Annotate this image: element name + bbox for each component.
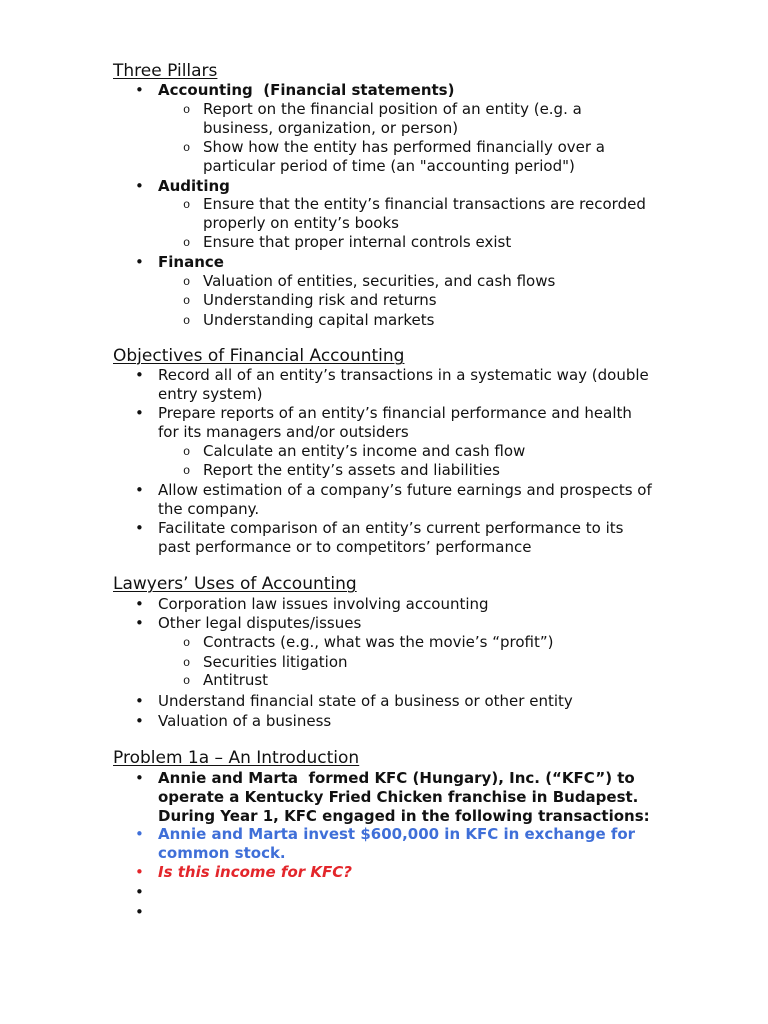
sub-bullet-item: o Antitrust (183, 671, 268, 690)
bullet-item: • Corporation law issues involving accounting (135, 595, 489, 614)
sub-bullet-item: o Ensure that the entity’s financial transactions are recorded properly on entity’s books (183, 195, 646, 233)
bullet-item-transaction: • Annie and Marta invest $600,000 in KFC in exchange for common stock. (135, 825, 635, 863)
heading-lawyers-uses: Lawyers’ Uses of Accounting (113, 574, 357, 594)
sub-bullet-item: o Ensure that proper internal controls exist (183, 233, 511, 252)
bullet-item: • Facilitate comparison of an entity’s current performance to its past performance or to competitors’ performance (135, 519, 623, 557)
bullet-item-finance: • Finance (135, 253, 224, 272)
sub-bullet-item: o Valuation of entities, securities, and cash flows (183, 272, 555, 291)
bullet-item-problem-intro: • Annie and Marta formed KFC (Hungary), Inc. (“KFC”) to operate a Kentucky Fried Chicken franchise in Budapest. During Year 1, KFC engaged in the following transactions: (135, 769, 650, 826)
bullet-item: • Record all of an entity’s transactions in a systematic way (double entry system) (135, 366, 649, 404)
sub-bullet-item: o Report on the financial position of an entity (e.g. a business, organization, or person) (183, 100, 582, 138)
sub-bullet-item: o Understanding capital markets (183, 311, 434, 330)
sub-bullet-item: o Securities litigation (183, 653, 348, 672)
heading-problem-1a: Problem 1a – An Introduction (113, 748, 360, 768)
bullet-item: • Other legal disputes/issues (135, 614, 361, 633)
sub-bullet-item: o Contracts (e.g., what was the movie’s “profit”) (183, 633, 554, 652)
sub-bullet-item: o Show how the entity has performed financially over a particular period of time (an "accounting period") (183, 138, 605, 176)
sub-bullet-item: o Understanding risk and returns (183, 291, 437, 310)
bullet-item: • Understand financial state of a business or other entity (135, 692, 573, 711)
bullet-item: • Prepare reports of an entity’s financial performance and health for its managers and/or outsiders (135, 404, 632, 442)
heading-three-pillars: Three Pillars (113, 61, 218, 81)
heading-objectives: Objectives of Financial Accounting (113, 346, 405, 366)
sub-bullet-item: o Calculate an entity’s income and cash flow (183, 442, 525, 461)
bullet-item-question: • Is this income for KFC? (135, 863, 352, 882)
bullet-item-accounting: • Accounting (Financial statements) (135, 81, 454, 100)
bullet-item: • Valuation of a business (135, 712, 331, 731)
sub-bullet-item: o Report the entity’s assets and liabilities (183, 461, 500, 480)
bullet-item: • Allow estimation of a company’s future earnings and prospects of the company. (135, 481, 652, 519)
bullet-item-auditing: • Auditing (135, 177, 230, 196)
